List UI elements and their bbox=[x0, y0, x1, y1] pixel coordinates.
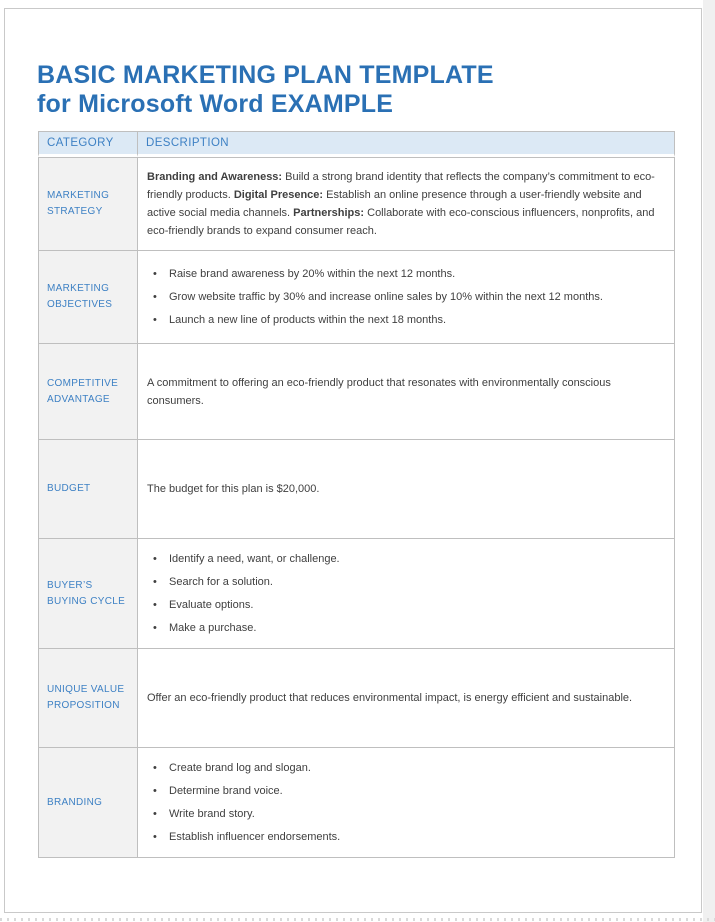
category-cell: MARKETING STRATEGY bbox=[38, 157, 138, 251]
marketing-plan-table bbox=[38, 131, 675, 858]
table-row bbox=[38, 251, 675, 344]
bullet-item: • Determine brand voice. bbox=[147, 782, 662, 800]
table-row bbox=[38, 649, 675, 748]
category-cell: BRANDING bbox=[38, 748, 138, 858]
page-title bbox=[37, 61, 701, 119]
table-row bbox=[38, 440, 675, 539]
bullet-item: • Make a purchase. bbox=[147, 619, 662, 637]
table-header-row bbox=[38, 131, 675, 157]
bold-run: Partnerships: bbox=[293, 207, 365, 219]
bullet-item: • Search for a solution. bbox=[147, 573, 662, 591]
bullet-list bbox=[147, 759, 662, 846]
column-header-description: DESCRIPTION bbox=[138, 131, 675, 157]
description-cell bbox=[138, 157, 675, 251]
text-run: Collaborate with eco-conscious influencers, nonprofits, and eco-friendly brands to expand consumer reach. bbox=[147, 207, 655, 237]
description-text bbox=[147, 168, 662, 240]
description-cell bbox=[138, 649, 675, 748]
bullet-item: • Create brand log and slogan. bbox=[147, 759, 662, 777]
text-run: Build a strong brand identity that reflects the company’s commitment to eco-friendly products. bbox=[147, 171, 655, 201]
bullet-list bbox=[147, 550, 662, 637]
bullet-list bbox=[147, 265, 662, 329]
category-cell: BUDGET bbox=[38, 440, 138, 539]
bold-run: Digital Presence: bbox=[233, 189, 324, 201]
description-cell bbox=[138, 539, 675, 649]
bullet-item: • Raise brand awareness by 20% within the next 12 months. bbox=[147, 265, 662, 283]
title-line-2: for Microsoft Word EXAMPLE bbox=[37, 90, 394, 118]
category-cell: UNIQUE VALUE PROPOSITION bbox=[38, 649, 138, 748]
bullet-item: • Launch a new line of products within the next 18 months. bbox=[147, 311, 662, 329]
bullet-item: • Write brand story. bbox=[147, 805, 662, 823]
plan-table-body bbox=[38, 157, 675, 858]
title-line-1: BASIC MARKETING PLAN TEMPLATE bbox=[37, 61, 494, 89]
bullet-item: • Evaluate options. bbox=[147, 596, 662, 614]
document-page bbox=[4, 8, 702, 913]
bold-run: Branding and Awareness: bbox=[147, 171, 283, 183]
description-cell bbox=[138, 344, 675, 440]
column-header-category: CATEGORY bbox=[38, 131, 138, 157]
bullet-item: • Grow website traffic by 30% and increase online sales by 10% within the next 12 months. bbox=[147, 288, 662, 306]
app-background-strip bbox=[703, 0, 715, 922]
table-row bbox=[38, 539, 675, 649]
table-row bbox=[38, 748, 675, 858]
bullet-item: • Establish influencer endorsements. bbox=[147, 828, 662, 846]
category-cell: MARKETING OBJECTIVES bbox=[38, 251, 138, 344]
description-text: Offer an eco-friendly product that reduces environmental impact, is energy efficient and sustainable. bbox=[147, 692, 633, 704]
description-cell bbox=[138, 440, 675, 539]
description-text: A commitment to offering an eco-friendly product that resonates with environmentally conscious consumers. bbox=[147, 376, 611, 407]
category-cell: COMPETITIVE ADVANTAGE bbox=[38, 344, 138, 440]
bullet-item: • Identify a need, want, or challenge. bbox=[147, 550, 662, 568]
description-cell bbox=[138, 251, 675, 344]
category-cell: BUYER’S BUYING CYCLE bbox=[38, 539, 138, 649]
table-row bbox=[38, 344, 675, 440]
table-row bbox=[38, 157, 675, 251]
page-edge-dots bbox=[0, 918, 715, 921]
description-text: The budget for this plan is $20,000. bbox=[147, 483, 320, 495]
text-run: Establish an online presence through a user-friendly website and active social media channels. bbox=[147, 189, 642, 219]
description-cell bbox=[138, 748, 675, 858]
